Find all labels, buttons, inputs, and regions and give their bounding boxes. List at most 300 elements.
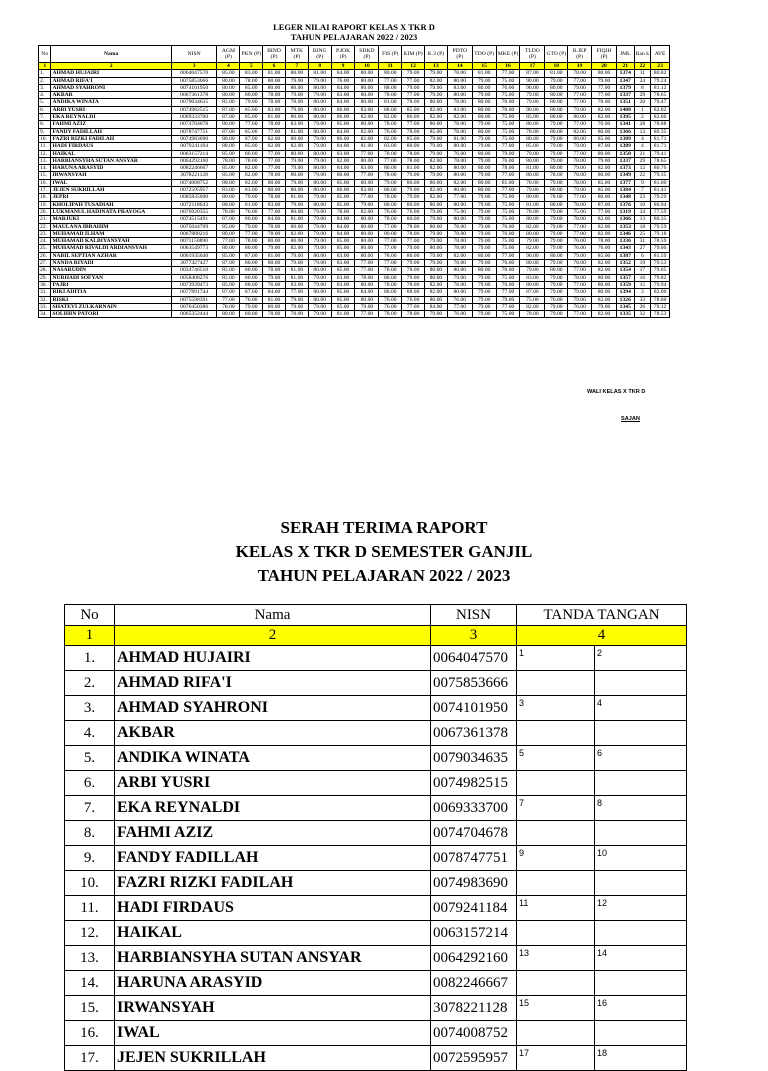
serah-student-nisn: 0078747751 [431, 846, 517, 871]
ledger-cell: 88.00 [217, 143, 240, 150]
ledger-cell: 0077891744 [171, 289, 217, 296]
ledger-cell: 21 [634, 150, 651, 157]
ledger-cell: 80.00 [355, 70, 379, 77]
ledger-cell: 79.00 [285, 296, 308, 303]
ledger-cell: 80.00 [472, 84, 496, 91]
ledger-cell: 79.00 [568, 84, 592, 91]
ledger-cell: 0063157214 [171, 150, 217, 157]
ledger-cell: 19. [39, 201, 51, 208]
ledger-cell: 82.06 [651, 114, 670, 121]
serah-row-no: 1. [65, 646, 115, 671]
signature-cell-right[interactable]: 18 [595, 1046, 687, 1071]
ledger-cell: 83.00 [217, 187, 240, 194]
ledger-cell: 87.00 [217, 289, 240, 296]
ledger-cell: 79.00 [472, 135, 496, 142]
ledger-cell: 82.00 [285, 230, 308, 237]
signature-cell-left[interactable]: 13 [517, 946, 595, 971]
ledger-cell: 79.00 [308, 311, 331, 318]
ledger-cell: 82.00 [355, 128, 379, 135]
ledger-cell: 85.00 [217, 150, 240, 157]
ledger-cell: 79.00 [285, 157, 308, 164]
signature-cell-right[interactable]: 8 [595, 796, 687, 821]
ledger-student-name: AHMAD HUJAIRI [51, 70, 171, 77]
signature-cell-right[interactable] [595, 671, 687, 696]
signature-cell-right[interactable] [595, 771, 687, 796]
ledger-cell: 80.00 [263, 187, 286, 194]
ledger-cell: 77.00 [379, 157, 402, 164]
ledger-cell: 77.00 [496, 187, 520, 194]
ledger-cell: 90.00 [520, 106, 545, 113]
ledger-row [39, 179, 670, 186]
signature-cell-left[interactable]: 7 [517, 796, 595, 821]
ledger-cell: 80.00 [425, 201, 448, 208]
ledger-cell: 79.00 [308, 208, 331, 215]
ledger-cell: 78.00 [379, 194, 402, 201]
ledger-cell: 80.00 [545, 106, 568, 113]
signature-cell-left[interactable] [517, 771, 595, 796]
signature-cell-left[interactable]: 11 [517, 896, 595, 921]
ledger-index-cell: 22 [634, 63, 651, 70]
signature-cell-right[interactable] [595, 871, 687, 896]
ledger-cell: 84.00 [331, 143, 355, 150]
ledger-cell: 85.00 [331, 238, 355, 245]
ledger-cell: 79.00 [308, 121, 331, 128]
signature-cell-right[interactable]: 14 [595, 946, 687, 971]
ledger-student-name: MUHAMAD RIVALDI ARDIANSYAH [51, 245, 171, 252]
ledger-cell: 79.00 [402, 245, 425, 252]
signature-cell-right[interactable]: 6 [595, 746, 687, 771]
ledger-cell: 1345 [616, 303, 634, 310]
ledger-cell: 79.00 [545, 311, 568, 318]
ledger-cell: 79.00 [545, 260, 568, 267]
ledger-cell: 79.00 [308, 216, 331, 223]
ledger-cell: 80.00 [568, 114, 592, 121]
ledger-cell: 1394 [616, 289, 634, 296]
signature-cell-right[interactable] [595, 921, 687, 946]
ledger-cell: 79.00 [472, 289, 496, 296]
ledger-cell: 88.00 [402, 289, 425, 296]
ledger-cell: 0069333700 [171, 114, 217, 121]
ledger-cell: 80.00 [355, 77, 379, 84]
ledger-cell: 80.00 [425, 99, 448, 106]
ledger-cell: 77.00 [568, 311, 592, 318]
ledger-row [39, 289, 670, 296]
ledger-cell: 82.00 [240, 179, 263, 186]
ledger-cell: 78.00 [568, 179, 592, 186]
ledger-cell: 75.00 [496, 311, 520, 318]
serah-header-nisn: NISN [431, 605, 517, 626]
ledger-cell: 31. [39, 289, 51, 296]
serah-row-no: 14. [65, 971, 115, 996]
ledger-cell: 80.35 [651, 128, 670, 135]
ledger-cell: 82.00 [379, 135, 402, 142]
signature-cell-right[interactable]: 2 [595, 646, 687, 671]
ledger-cell: 80.76 [651, 165, 670, 172]
ledger-cell: 78.00 [651, 296, 670, 303]
ledger-row [39, 201, 670, 208]
ledger-cell: 76.00 [496, 267, 520, 274]
signature-cell-left[interactable] [517, 671, 595, 696]
ledger-cell: 85.00 [331, 267, 355, 274]
ledger-cell: 78.00 [545, 194, 568, 201]
ledger-cell: 1348 [616, 194, 634, 201]
ledger-cell: 84.00 [425, 303, 448, 310]
ledger-index-cell: 20 [592, 63, 617, 70]
ledger-cell: 0058408276 [171, 274, 217, 281]
ledger-cell: 76.00 [402, 296, 425, 303]
signature-cell-right[interactable]: 12 [595, 896, 687, 921]
ledger-cell: 80.00 [263, 260, 286, 267]
ledger-cell: 0065352444 [171, 311, 217, 318]
ledger-cell: 80.00 [425, 179, 448, 186]
ledger-cell: 77.00 [379, 245, 402, 252]
ledger-cell: 79.00 [568, 296, 592, 303]
serah-row-no: 4. [65, 721, 115, 746]
ledger-student-name: SHATEVI ZULKARNAIN [51, 303, 171, 310]
ledger-cell: 23 [634, 194, 651, 201]
ledger-row [39, 135, 670, 142]
ledger-cell: 80.00 [308, 296, 331, 303]
signature-cell-right[interactable]: 10 [595, 846, 687, 871]
ledger-header-cell: PDTO (P) [447, 46, 472, 63]
ledger-cell: 23. [39, 230, 51, 237]
signature-cell-left[interactable]: 9 [517, 846, 595, 871]
ledger-cell: 78.00 [379, 216, 402, 223]
ledger-cell: 80.00 [355, 238, 379, 245]
ledger-cell: 83.00 [520, 274, 545, 281]
serah-header-tanda-tangan: TANDA TANGAN [517, 605, 687, 626]
ledger-cell: 82.00 [263, 135, 286, 142]
serah-student-nisn: 0074101950 [431, 696, 517, 721]
ledger-index-cell: 1 [39, 63, 51, 70]
signature-cell-left[interactable] [517, 721, 595, 746]
ledger-cell: 77.00 [263, 150, 286, 157]
signature-cell-right[interactable] [595, 1021, 687, 1046]
ledger-cell: 79.00 [545, 143, 568, 150]
ledger-cell: 79.00 [285, 77, 308, 84]
ledger-cell: 82.00 [447, 179, 472, 186]
ledger-cell: 79.00 [425, 311, 448, 318]
serah-student-name: FANDY FADILLAH [115, 846, 431, 871]
ledger-cell: 76.00 [447, 311, 472, 318]
ledger-cell: 85.00 [592, 179, 617, 186]
ledger-cell: 82.00 [592, 216, 617, 223]
ledger-cell: 75.00 [496, 274, 520, 281]
ledger-header-cell: GTO (P) [545, 46, 568, 63]
ledger-cell: 79.00 [308, 77, 331, 84]
ledger-cell: 80.00 [425, 274, 448, 281]
ledger-student-name: JEJEN SUKRILLAH [51, 187, 171, 194]
ledger-cell: 82.00 [425, 106, 448, 113]
ledger-index-cell: 4 [217, 63, 240, 70]
ledger-cell: 77.00 [263, 157, 286, 164]
signature-cell-right[interactable]: 16 [595, 996, 687, 1021]
ledger-cell: 79.00 [651, 245, 670, 252]
ledger-cell: 1351 [616, 99, 634, 106]
ledger-cell: 0072118643 [171, 201, 217, 208]
ledger-cell: 80.00 [355, 92, 379, 99]
ledger-cell: 78.00 [217, 303, 240, 310]
ledger-cell: 80.00 [379, 289, 402, 296]
ledger-cell: 85.00 [331, 201, 355, 208]
ledger-cell: 80.00 [285, 208, 308, 215]
ledger-cell: 79.00 [308, 157, 331, 164]
ledger-cell: 34. [39, 311, 51, 318]
ledger-cell: 84.00 [331, 99, 355, 106]
ledger-cell: 34 [634, 208, 651, 215]
ledger-cell: 79.00 [592, 157, 617, 164]
signature-cell-left[interactable]: 5 [517, 746, 595, 771]
ledger-cell: 80.00 [355, 281, 379, 288]
ledger-cell: 77.00 [240, 230, 263, 237]
ledger-cell: 80.00 [472, 99, 496, 106]
wali-kelas-label: WALI KELAS X TKR D [587, 389, 646, 395]
ledger-cell: 77.00 [355, 150, 379, 157]
ledger-row [39, 296, 670, 303]
ledger-cell: 80.00 [425, 121, 448, 128]
ledger-cell: 81.41 [651, 187, 670, 194]
ledger-cell: 79.00 [425, 135, 448, 142]
serah-index-cell: 4 [517, 626, 687, 646]
ledger-cell: 83.00 [355, 106, 379, 113]
ledger-cell: 79.00 [472, 201, 496, 208]
ledger-cell: 8. [39, 121, 51, 128]
ledger-header-cell: SDKD (P) [355, 46, 379, 63]
signature-cell-left[interactable]: 3 [517, 696, 595, 721]
ledger-cell: 80.00 [592, 281, 617, 288]
ledger-header-cell: FIQIH (P) [592, 46, 617, 63]
ledger-cell: 80.00 [592, 70, 617, 77]
ledger-cell: 79.00 [545, 223, 568, 230]
ledger-cell: 78.00 [263, 223, 286, 230]
ledger-cell: 10 [634, 201, 651, 208]
ledger-row [39, 99, 670, 106]
signature-cell-left[interactable] [517, 871, 595, 896]
serah-student-name: ANDIKA WINATA [115, 746, 431, 771]
ledger-cell: 79.00 [472, 216, 496, 223]
ledger-cell: 85.00 [331, 289, 355, 296]
ledger-cell: 87.00 [217, 216, 240, 223]
ledger-cell: 81.00 [263, 252, 286, 259]
ledger-cell: 87.00 [240, 252, 263, 259]
ledger-cell: 80.00 [308, 106, 331, 113]
ledger-cell: 80.00 [592, 274, 617, 281]
ledger-cell: 79.00 [263, 245, 286, 252]
ledger-cell: 82.00 [285, 245, 308, 252]
ledger-index-cell: 2 [51, 63, 171, 70]
ledger-cell: 80.00 [545, 267, 568, 274]
ledger-row [39, 157, 670, 164]
ledger-cell: 77.00 [568, 223, 592, 230]
serah-row [65, 746, 687, 771]
ledger-cell: 80.00 [592, 150, 617, 157]
ledger-cell: 80.00 [472, 114, 496, 121]
ledger-cell: 79.00 [545, 238, 568, 245]
ledger-cell: 80.00 [545, 99, 568, 106]
ledger-cell: 0067361378 [171, 92, 217, 99]
ledger-cell: 80.00 [545, 252, 568, 259]
ledger-cell: 3078221128 [171, 172, 217, 179]
serah-row-no: 17. [65, 1046, 115, 1071]
ledger-cell: 0075853666 [171, 77, 217, 84]
ledger-cell: 76.00 [240, 296, 263, 303]
ledger-cell: 81.00 [308, 70, 331, 77]
ledger-cell: 81.00 [355, 143, 379, 150]
signature-cell-left[interactable] [517, 971, 595, 996]
ledger-cell: 82.00 [425, 114, 448, 121]
ledger-cell: 75.00 [496, 128, 520, 135]
ledger-row [39, 216, 670, 223]
ledger-cell: 82.00 [425, 281, 448, 288]
ledger-cell: 81.00 [240, 201, 263, 208]
signature-cell-left[interactable] [517, 821, 595, 846]
serah-row-no: 13. [65, 946, 115, 971]
ledger-header-cell: NISN [171, 46, 217, 63]
ledger-cell: 79.00 [520, 99, 545, 106]
ledger-cell: 78.00 [447, 70, 472, 77]
ledger-cell: 79.00 [472, 245, 496, 252]
ledger-cell: 21. [39, 216, 51, 223]
ledger-cell: 75.00 [496, 135, 520, 142]
ledger-cell: 82.00 [592, 106, 617, 113]
ledger-cell: 82.00 [592, 223, 617, 230]
ledger-cell: 90.00 [520, 84, 545, 91]
ledger-cell: 0078747751 [171, 128, 217, 135]
ledger-cell: 76.00 [331, 77, 355, 84]
ledger-cell: 79.00 [568, 187, 592, 194]
ledger-cell: 79.00 [568, 252, 592, 259]
ledger-cell: 75.00 [568, 208, 592, 215]
ledger-cell: 80.00 [217, 311, 240, 318]
ledger-cell: 8 [634, 84, 651, 91]
ledger-cell: 79.00 [402, 84, 425, 91]
ledger-student-name: AHMAD RIFA'I [51, 77, 171, 84]
serah-header-nama: Nama [115, 605, 431, 626]
ledger-cell: 76.00 [568, 303, 592, 310]
ledger-cell: 79.00 [472, 77, 496, 84]
ledger-cell: 78.00 [402, 267, 425, 274]
serah-student-nisn: 0074008752 [431, 1021, 517, 1046]
ledger-cell: 0064047570 [171, 70, 217, 77]
ledger-cell: 79.00 [402, 194, 425, 201]
serah-row-no: 3. [65, 696, 115, 721]
ledger-cell: 77.00 [568, 92, 592, 99]
ledger-header-cell: BIND (P) [263, 46, 286, 63]
ledger-cell: 29. [39, 274, 51, 281]
ledger-cell: 80.00 [472, 106, 496, 113]
ledger-cell: 82.00 [520, 245, 545, 252]
ledger-cell: 80.00 [447, 92, 472, 99]
ledger-cell: 78.00 [263, 92, 286, 99]
ledger-cell: 0074983690 [171, 135, 217, 142]
serah-row [65, 1046, 687, 1071]
ledger-cell: 80.00 [379, 187, 402, 194]
serah-row [65, 1021, 687, 1046]
ledger-cell: 80.00 [355, 157, 379, 164]
ledger-cell: 79.00 [472, 157, 496, 164]
signature-cell-right[interactable] [595, 971, 687, 996]
serah-title: SERAH TERIMA RAPORT [280, 518, 488, 537]
signature-cell-left[interactable]: 15 [517, 996, 595, 1021]
ledger-student-name: JEPRI [51, 194, 171, 201]
ledger-index-cell: 23 [651, 63, 670, 70]
ledger-cell: 79.00 [425, 238, 448, 245]
ledger-row [39, 128, 670, 135]
ledger-cell: 80.00 [308, 128, 331, 135]
ledger-student-name: ANDIKA WINATA [51, 99, 171, 106]
ledger-cell: 77.00 [592, 84, 617, 91]
ledger-cell: 80.00 [308, 179, 331, 186]
ledger-cell: 78.00 [263, 311, 286, 318]
ledger-cell: 76.00 [496, 223, 520, 230]
ledger-cell: 82.00 [592, 260, 617, 267]
ledger-cell: 80.00 [308, 150, 331, 157]
ledger-cell: 79.18 [651, 230, 670, 237]
ledger-cell: 87.00 [520, 289, 545, 296]
ledger-cell: 6 [634, 252, 651, 259]
ledger-cell: 83.00 [379, 143, 402, 150]
ledger-row [39, 252, 670, 259]
ledger-cell: 79.00 [379, 179, 402, 186]
serah-student-nisn: 0067361378 [431, 721, 517, 746]
ledger-cell: 79.00 [425, 150, 448, 157]
ledger-cell: 80.00 [402, 252, 425, 259]
ledger-cell: 29 [634, 92, 651, 99]
signature-cell-left[interactable]: 17 [517, 1046, 595, 1071]
ledger-cell: 16 [634, 274, 651, 281]
ledger-cell: 76.00 [379, 208, 402, 215]
ledger-index-cell: 8 [308, 63, 331, 70]
signature-cell-right[interactable] [595, 821, 687, 846]
ledger-student-name: NASARUDIN [51, 267, 171, 274]
ledger-cell: 0075044709 [171, 223, 217, 230]
ledger-cell: 78.00 [263, 172, 286, 179]
ledger-row [39, 281, 670, 288]
ledger-cell: 75.00 [520, 296, 545, 303]
ledger-cell: 33. [39, 303, 51, 310]
ledger-cell: 80.00 [447, 216, 472, 223]
ledger-cell: 81.00 [263, 70, 286, 77]
ledger-cell: 1337 [616, 92, 634, 99]
ledger-cell: 85.00 [217, 267, 240, 274]
serah-index-cell: 3 [431, 626, 517, 646]
serah-student-name: EKA REYNALDI [115, 796, 431, 821]
ledger-cell: 80.00 [520, 281, 545, 288]
ledger-cell: 79.00 [472, 274, 496, 281]
ledger-cell: 22 [634, 172, 651, 179]
ledger-cell: 79.00 [472, 281, 496, 288]
signature-cell-left[interactable] [517, 1021, 595, 1046]
ledger-cell: 79.00 [545, 208, 568, 215]
ledger-cell: 80.00 [285, 223, 308, 230]
signature-cell-left[interactable]: 1 [517, 646, 595, 671]
signature-cell-left[interactable] [517, 921, 595, 946]
ledger-cell: 85.00 [592, 135, 617, 142]
ledger-cell: 80.00 [355, 245, 379, 252]
signature-cell-right[interactable] [595, 721, 687, 746]
signature-cell-right[interactable]: 4 [595, 696, 687, 721]
ledger-cell: 76.00 [240, 208, 263, 215]
ledger-cell: 75.00 [496, 121, 520, 128]
ledger-cell: 80.00 [240, 92, 263, 99]
ledger-row [39, 165, 670, 172]
ledger-row [39, 245, 670, 252]
ledger-cell: 1389 [616, 135, 634, 142]
ledger-cell: 77.00 [355, 311, 379, 318]
serah-student-name: IWAL [115, 1021, 431, 1046]
ledger-cell: 80.00 [308, 201, 331, 208]
ledger-cell: 76.00 [496, 84, 520, 91]
